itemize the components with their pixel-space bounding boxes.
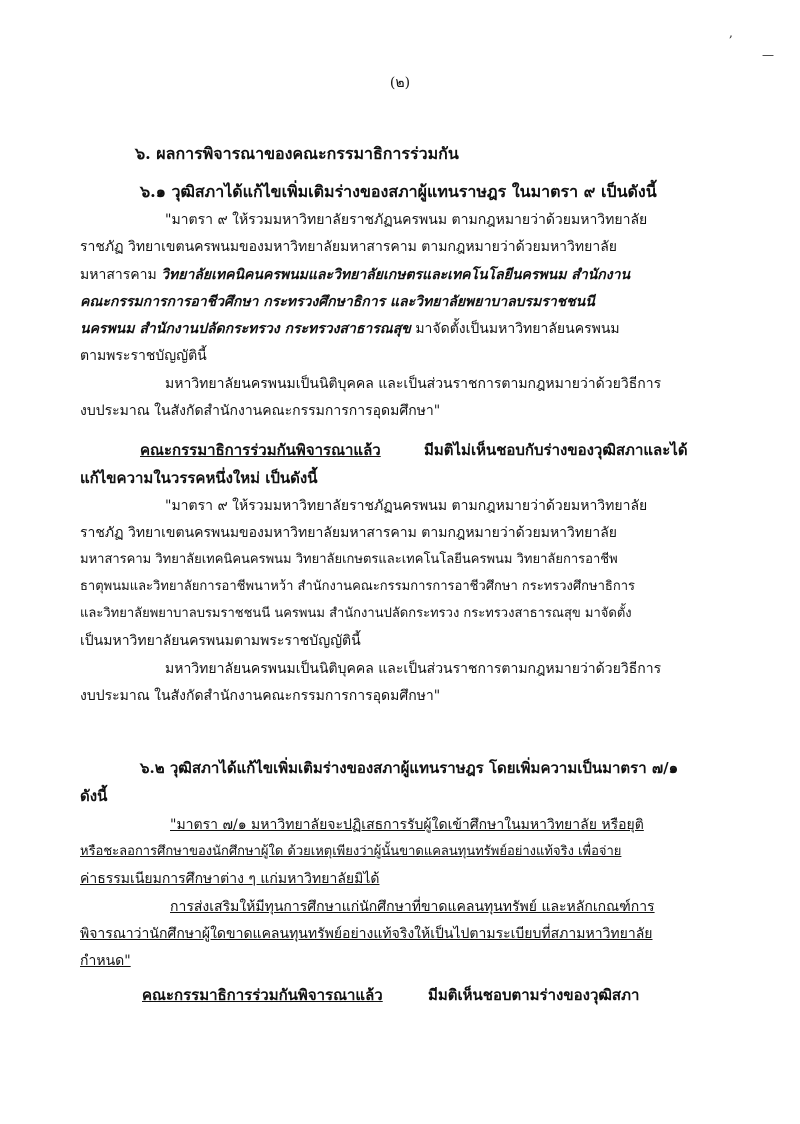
clause-line-3: ค่าธรรมเนียมการศึกษาต่าง ๆ แก่มหาวิทยาลัยมิได้ — [80, 871, 380, 887]
section-6-2-heading-cont: ดังนี้ — [80, 787, 108, 805]
section-6-2-heading: ๖.๒ วุฒิสภาได้แก้ไขเพิ่มเติมร่างของสภาผู้แทนราษฎร โดยเพิ่มความเป็นมาตรา ๗/๑ — [140, 759, 679, 777]
committee-label-6-2: คณะกรรมาธิการร่วมกันพิจารณาแล้ว — [142, 986, 383, 1004]
senate-line-3 — [80, 265, 630, 285]
clause2-line-2: พิจารณาว่านักศึกษาผู้ใดขาดแคลนทุนทรัพย์อย่างแท้จริงให้เป็นไปตามระเบียบที่สภามหาวิทยาลัย — [80, 926, 653, 942]
section-6-1-heading: ๖.๑ วุฒิสภาได้แก้ไขเพิ่มเติมร่างของสภาผู้แทนราษฎร ในมาตรา ๙ เป็นดังนี้ — [140, 182, 657, 201]
committee-result-6-1-cont: แก้ไขความในวรรคหนึ่งใหม่ เป็นดังนี้ — [80, 469, 318, 487]
section-heading: ๖. ผลการพิจารณาของคณะกรรมาธิการร่วมกัน — [135, 144, 459, 163]
senate-para2-line-1: มหาวิทยาลัยนครพนมเป็นนิติบุคคล และเป็นส่วนราชการตามกฎหมายว่าด้วยวิธีการ — [165, 376, 662, 392]
senate-line-6: ตามพระราชบัญญัตินี้ — [80, 348, 207, 364]
committee-para2-line-1: มหาวิทยาลัยนครพนมเป็นนิติบุคคล และเป็นส่วนราชการตามกฎหมายว่าด้วยวิธีการ — [165, 661, 662, 677]
committee-result-6-2: มีมติเห็นชอบตามร่างของวุฒิสภา — [428, 986, 640, 1004]
clause2-line-3: กำหนด" — [80, 953, 131, 969]
committee-line-1: "มาตรา ๙ ให้รวมมหาวิทยาลัยราชภัฏนครพนม ตามกฎหมายว่าด้วยมหาวิทยาลัย — [165, 498, 648, 514]
senate-line-3-plain: มหาสารคาม — [80, 267, 162, 283]
senate-line-1: "มาตรา ๙ ให้รวมมหาวิทยาลัยราชภัฏนครพนม ตามกฎหมายว่าด้วยมหาวิทยาลัย — [165, 212, 648, 228]
committee-line-4: ธาตุพนมและวิทยาลัยการอาชีพนาหว้า สำนักงานคณะกรรมการการอาชีวศึกษา กระทรวงศึกษาธิการ — [80, 579, 635, 594]
senate-line-4: คณะกรรมการการอาชีวศึกษา กระทรวงศึกษาธิการ และวิทยาลัยพยาบาลบรมราชชนนี — [80, 294, 595, 310]
committee-line-5: และวิทยาลัยพยาบาลบรมราชชนนี นครพนม สำนักงานปลัดกระทรวง กระทรวงสาธารณสุข มาจัดตั้ง — [80, 606, 632, 621]
senate-line-3-emphasis: วิทยาลัยเทคนิคนครพนมและวิทยาลัยเกษตรและเทคโนโลยีนครพนม สำนักงาน — [161, 267, 631, 283]
corner-mark-comma: , — [729, 26, 733, 40]
clause-line-1: "มาตรา ๗/๑ มหาวิทยาลัยจะปฏิเสธการรับผู้ใดเข้าศึกษาในมหาวิทยาลัย หรือยุติ — [170, 817, 644, 833]
committee-label-6-1: คณะกรรมาธิการร่วมกันพิจารณาแล้ว — [140, 441, 381, 459]
senate-para2-line-2: งบประมาณ ในสังกัดสำนักงานคณะกรรมการการอุดมศึกษา" — [80, 403, 441, 419]
committee-line-2: ราชภัฏ วิทยาเขตนครพนมของมหาวิทยาลัยมหาสารคาม ตามกฎหมายว่าด้วยมหาวิทยาลัย — [80, 525, 617, 541]
committee-result-6-1: มีมติไม่เห็นชอบกับร่างของวุฒิสภาและได้ — [424, 441, 688, 459]
senate-line-5 — [80, 319, 620, 339]
page-number: (๒) — [389, 75, 411, 91]
clause-line-2: หรือชะลอการศึกษาของนักศึกษาผู้ใด ด้วยเหตุเพียงว่าผู้นั้นขาดแคลนทุนทรัพย์อย่างแท้จริง เพื่อจ่าย — [80, 844, 622, 859]
senate-line-5-plain: มาจัดตั้งเป็นมหาวิทยาลัยนครพนม — [410, 321, 620, 337]
committee-para2-line-2: งบประมาณ ในสังกัดสำนักงานคณะกรรมการการอุดมศึกษา" — [80, 688, 441, 704]
corner-mark-dash: — — [762, 48, 774, 62]
committee-line-3: มหาสารคาม วิทยาลัยเทคนิคนครพนม วิทยาลัยเกษตรและเทคโนโลยีนครพนม วิทยาลัยการอาชีพ — [80, 552, 618, 567]
senate-line-2: ราชภัฏ วิทยาเขตนครพนมของมหาวิทยาลัยมหาสารคาม ตามกฎหมายว่าด้วยมหาวิทยาลัย — [80, 239, 617, 255]
senate-line-5-emphasis: นครพนม สำนักงานปลัดกระทรวง กระทรวงสาธารณสุข — [80, 321, 411, 337]
clause2-line-1: การส่งเสริมให้มีทุนการศึกษาแก่นักศึกษาที่ขาดแคลนทุนทรัพย์ และหลักเกณฑ์การ — [170, 899, 655, 915]
committee-line-6: เป็นมหาวิทยาลัยนครพนมตามพระราชบัญญัตินี้ — [80, 633, 361, 649]
